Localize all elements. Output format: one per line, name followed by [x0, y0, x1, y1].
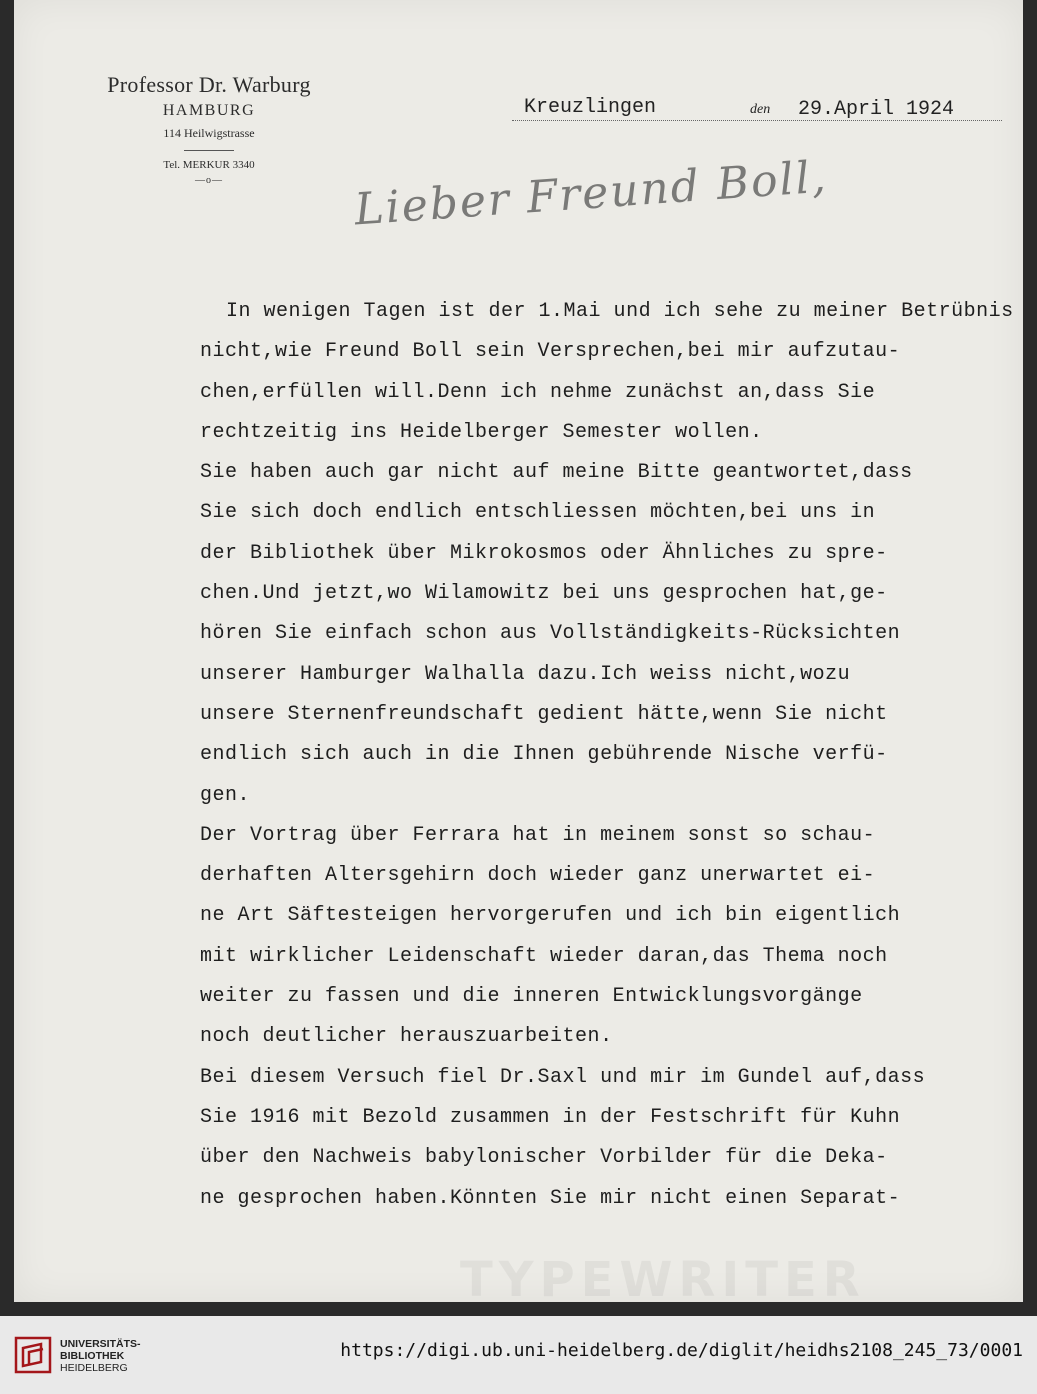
body-line: hören Sie einfach schon aus Vollständigkeits-Rücksichten — [200, 622, 901, 646]
dateline-place: Kreuzlingen — [524, 96, 657, 119]
library-name-line1: UNIVERSITÄTS- — [60, 1338, 141, 1350]
letterhead-name: Professor Dr. Warburg — [107, 72, 311, 97]
letterhead-telephone: Tel. MERKUR 3340 — [163, 159, 255, 171]
body-line: Der Vortrag über Ferrara hat in meinem sonst so schau- — [200, 823, 876, 847]
library-name — [60, 1338, 141, 1374]
letter-body — [200, 292, 1020, 1219]
handwritten-salutation: Lieber Freund Boll, — [352, 151, 830, 236]
body-line: Bei diesem Versuch fiel Dr.Saxl und mir im Gundel auf,dass — [200, 1065, 926, 1089]
body-line: mit wirklicher Leidenschaft wieder daran,das Thema noch — [200, 944, 888, 968]
bleed-through-watermark: TYPEWRITER — [460, 1252, 866, 1308]
letterhead-divider — [184, 150, 234, 151]
body-line: Sie sich doch endlich entschliessen möchten,bei uns in — [200, 501, 876, 525]
body-line: über den Nachweis babylonischer Vorbilder für die Deka- — [200, 1146, 888, 1170]
body-line: ne gesprochen haben.Könnten Sie mir nicht einen Separat- — [200, 1186, 901, 1210]
body-line: Sie haben auch gar nicht auf meine Bitte geantwortet,dass — [200, 461, 913, 485]
body-line: derhaften Altersgehirn doch wieder ganz unerwartet ei- — [200, 864, 876, 888]
letterhead-ornament: —o— — [195, 175, 223, 186]
library-name-line2: BIBLIOTHEK — [60, 1350, 125, 1362]
dateline-dotted-rule — [512, 120, 1002, 121]
dateline-date: 29.April 1924 — [798, 98, 955, 121]
body-line: chen.Und jetzt,wo Wilamowitz bei uns gesprochen hat,ge- — [200, 582, 888, 606]
ub-heidelberg-logo-icon — [14, 1336, 52, 1374]
body-line: gen. — [200, 783, 251, 807]
body-line: In wenigen Tagen ist der 1.Mai und ich sehe zu meiner Betrübnis — [226, 300, 1014, 323]
body-line: endlich sich auch in die Ihnen gebührende Nische verfü- — [200, 743, 888, 767]
body-line: noch deutlicher herauszuarbeiten. — [200, 1025, 613, 1049]
letterhead — [74, 72, 344, 186]
body-line: unsere Sternenfreundschaft gedient hätte,wenn Sie nicht — [200, 702, 888, 726]
dateline — [512, 96, 1002, 122]
body-line: der Bibliothek über Mikrokosmos oder Ähnliches zu spre- — [200, 541, 888, 565]
body-line: chen,erfüllen will.Denn ich nehme zunächst an,dass Sie — [200, 380, 876, 404]
body-line: rechtzeitig ins Heidelberger Semester wollen. — [200, 420, 763, 444]
body-line: Sie 1916 mit Bezold zusammen in der Festschrift für Kuhn — [200, 1105, 901, 1129]
body-line: nicht,wie Freund Boll sein Versprechen,bei mir aufzutau- — [200, 340, 901, 364]
letterhead-city: HAMBURG — [162, 102, 256, 119]
library-name-line3: HEIDELBERG — [60, 1362, 128, 1374]
letter-page — [14, 0, 1023, 1308]
body-line: ne Art Säftesteigen hervorgerufen und ich bin eigentlich — [200, 904, 901, 928]
body-line: unserer Hamburger Walhalla dazu.Ich weiss nicht,wozu — [200, 662, 851, 686]
library-footer — [0, 1316, 1037, 1394]
body-line: weiter zu fassen und die inneren Entwicklungsvorgänge — [200, 985, 863, 1009]
dateline-den: den — [750, 102, 771, 117]
letterhead-street: 114 Heilwigstrasse — [163, 126, 255, 140]
document-url[interactable]: https://digi.ub.uni-heidelberg.de/diglit/heidhs2108_245_73/0001 — [340, 1340, 1023, 1361]
